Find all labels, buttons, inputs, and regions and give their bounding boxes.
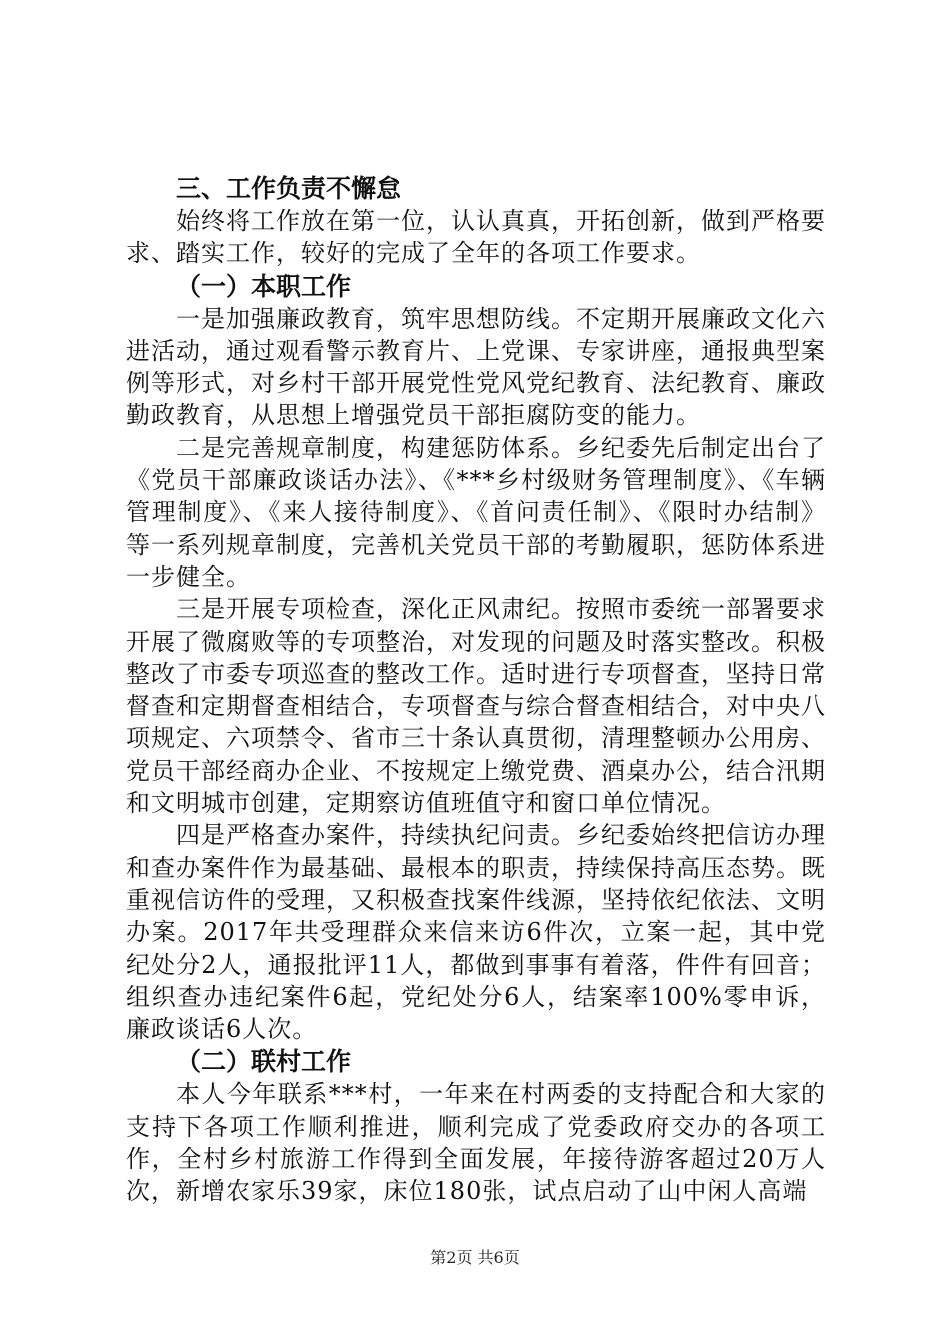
section-heading: 三、工作负责不懈怠 (176, 174, 402, 203)
page-footer: 第2页 共6页 (430, 1248, 520, 1267)
paragraph-regulations: 二是完善规章制度，构建惩防体系。乡纪委先后制定出台了《党员干部廉政谈话办法》、《***乡村级财务管理制度》、《车辆管理制度》、《来人接待制度》、《首问责任制》、《限时办结制》等一系列规章制度，完善机关党员干部的考勤履职，惩防体系进一步健全。 (126, 433, 826, 591)
subsection-heading-duties: （一）本职工作 (176, 271, 352, 301)
intro-paragraph: 始终将工作放在第一位，认认真真，开拓创新，做到严格要求、踏实工作，较好的完成了全年的各项工作要求。 (126, 207, 826, 268)
paragraph-cases: 四是严格查办案件，持续执纪问责。乡纪委始终把信访办理和查办案件作为最基础、最根本的职责，持续保持高压态势。既重视信访件的受理，又积极查找案件线源，坚持依纪依法、文明办案。2017年共受理群众来信来访6件次，立案一起，其中党纪处分2人，通报批评11人，都做到事事有着落，件件有回音；组织查办违纪案件6起，党纪处分6人，结案率100%零申诉，廉政谈话6人次。 (126, 821, 826, 1044)
paragraph-village-work: 本人今年联系***村，一年来在村两委的支持配合和大家的支持下各项工作顺利推进，顺利完成了党委政府交办的各项工作，全村乡村旅游工作得到全面发展，年接待游客超过20万人次，新增农家乐39家，床位180张，试点启动了山中闲人高端 (126, 1080, 826, 1206)
paragraph-education: 一是加强廉政教育，筑牢思想防线。不定期开展廉政文化六进活动，通过观看警示教育片、上党课、专家讲座，通报典型案例等形式，对乡村干部开展党性党风党纪教育、法纪教育、廉政勤政教育，从思想上增强党员干部拒腐防变的能力。 (126, 304, 826, 430)
paragraph-inspection: 三是开展专项检查，深化正风肃纪。按照市委统一部署要求开展了微腐败等的专项整治，对发现的问题及时落实整改。积极整改了市委专项巡查的整改工作。适时进行专项督查，坚持日常督查和定期督查相结合，专项督查与综合督查相结合，对中央八项规定、六项禁令、省市三十条认真贯彻，清理整顿办公用房、党员干部经商办企业、不按规定上缴党费、酒桌办公，结合汛期和文明城市创建，定期察访值班值守和窗口单位情况。 (126, 595, 826, 818)
subsection-heading-village: （二）联村工作 (176, 1047, 352, 1077)
document-body (126, 172, 826, 1208)
